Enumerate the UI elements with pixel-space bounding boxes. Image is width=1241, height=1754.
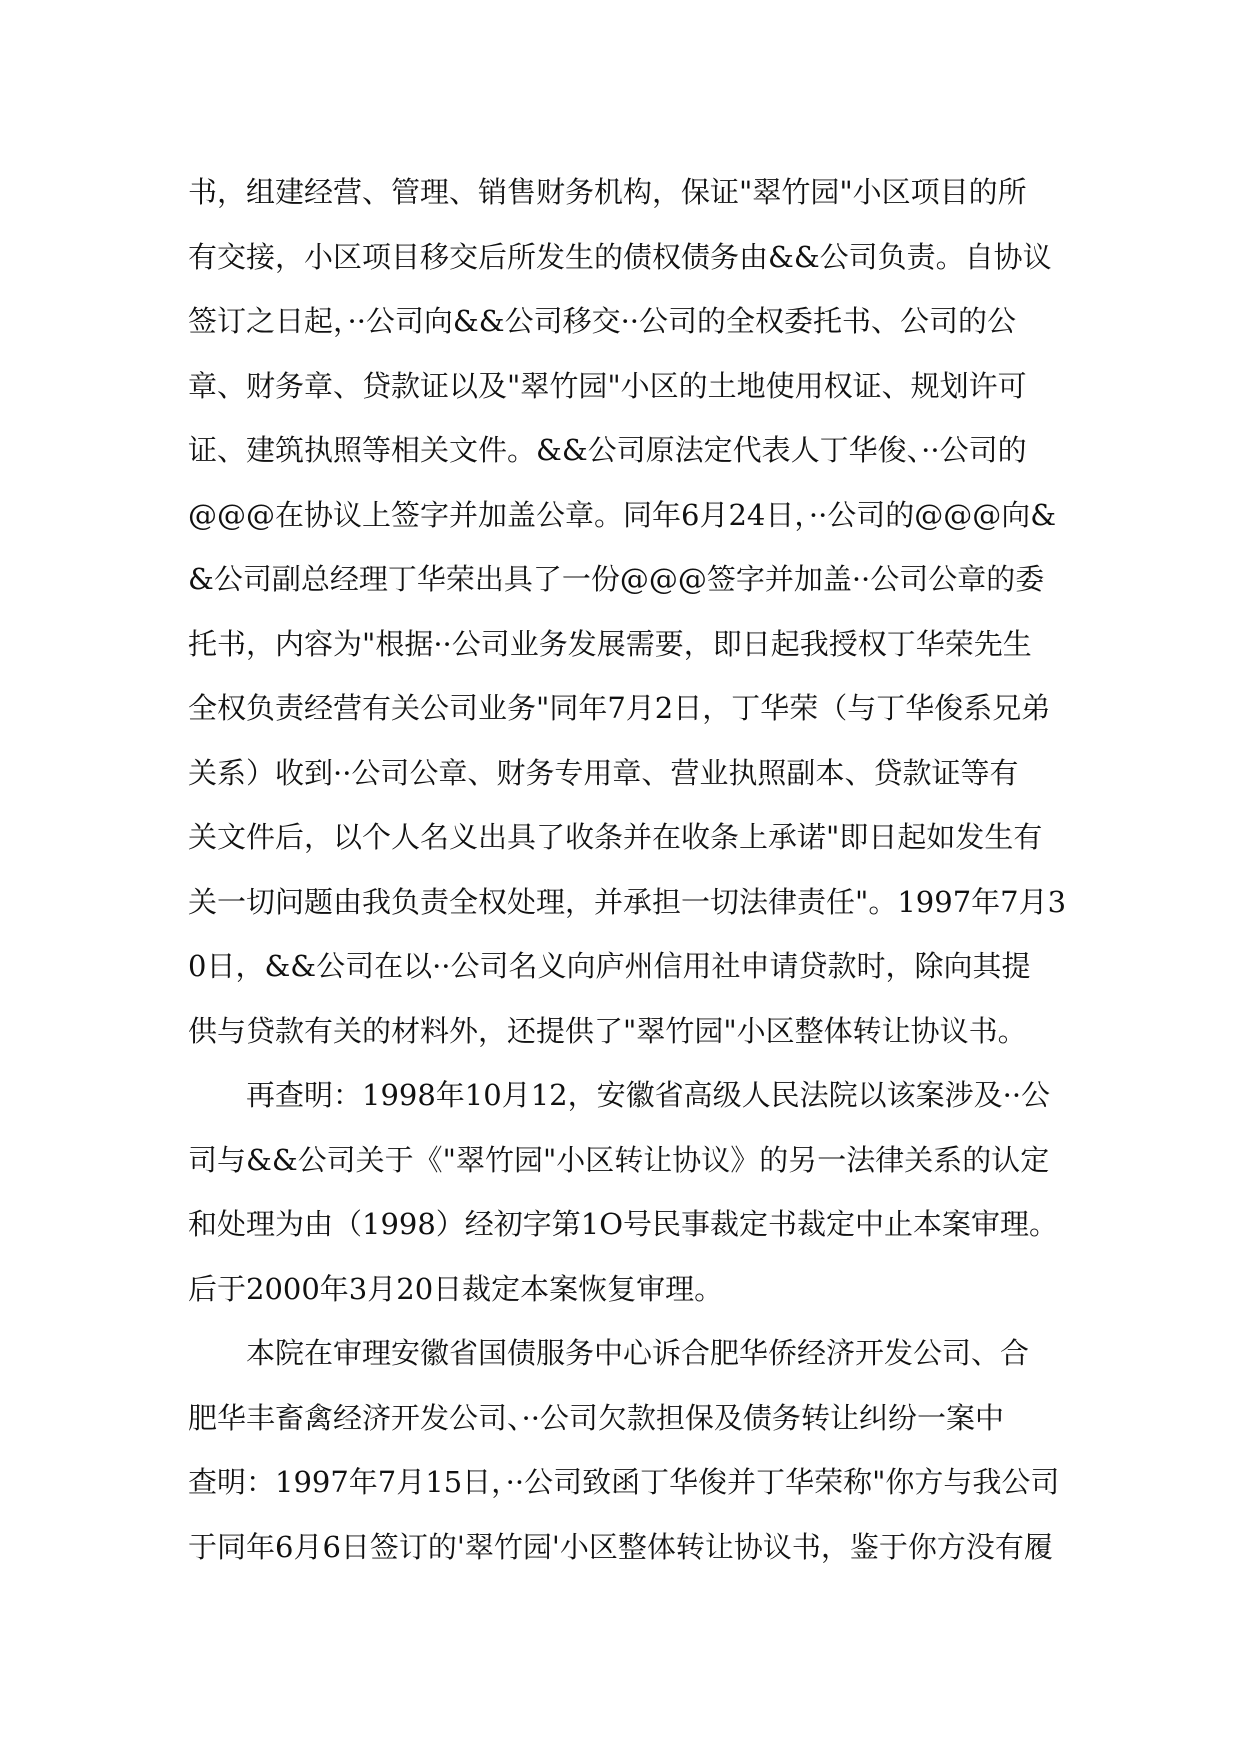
text-line: 肥华丰畜禽经济开发公司、··公司欠款担保及债务转让纠纷一案中 bbox=[188, 1400, 1004, 1435]
text-line: 有交接，小区项目移交后所发生的债权债务由&&公司负责。自协议 bbox=[188, 239, 1052, 274]
text-line: 关一切问题由我负责全权处理，并承担一切法律责任"。1997年7月3 bbox=[188, 884, 1067, 919]
text-line: 章、财务章、贷款证以及"翠竹园"小区的土地使用权证、规划许可 bbox=[188, 368, 1027, 403]
text-line: @@@在协议上签字并加盖公章。同年6月24日，··公司的@@@向& bbox=[188, 497, 1057, 532]
text-line: 司与&&公司关于《"翠竹园"小区转让协议》的另一法律关系的认定 bbox=[188, 1142, 1050, 1177]
text-line: 关系）收到··公司公章、财务专用章、营业执照副本、贷款证等有 bbox=[188, 755, 1019, 790]
text-line: 证、建筑执照等相关文件。&&公司原法定代表人丁华俊、··公司的 bbox=[188, 433, 1027, 467]
paragraph-start-line: 本院在审理安徽省国债服务中心诉合肥华侨经济开发公司、合 bbox=[188, 1336, 1030, 1370]
body-text bbox=[188, 160, 1068, 1579]
text-line: 书，组建经营、管理、销售财务机构，保证"翠竹园"小区项目的所 bbox=[188, 175, 1027, 209]
text-line: 关文件后，以个人名义出具了收条并在收条上承诺"即日起如发生有 bbox=[188, 820, 1043, 854]
text-line: 供与贷款有关的材料外，还提供了"翠竹园"小区整体转让协议书。 bbox=[188, 1013, 1027, 1048]
paragraph-start-line: 再查明：1998年10月12，安徽省高级人民法院以该案涉及··公 bbox=[188, 1078, 1051, 1112]
text-line: 0日，&&公司在以··公司名义向庐州信用社申请贷款时，除向其提 bbox=[188, 949, 1031, 983]
text-line: 托书，内容为"根据··公司业务发展需要，即日起我授权丁华荣先生 bbox=[188, 626, 1032, 661]
text-line: 全权负责经营有关公司业务"同年7月2日，丁华荣（与丁华俊系兄弟 bbox=[188, 691, 1051, 725]
text-line: 后于2000年3月20日裁定本案恢复审理。 bbox=[188, 1271, 724, 1306]
text-line: &公司副总经理丁华荣出具了一份@@@签字并加盖··公司公章的委 bbox=[188, 562, 1045, 596]
text-line: 查明：1997年7月15日，··公司致函丁华俊并丁华荣称"你方与我公司 bbox=[188, 1465, 1060, 1499]
text-line: 于同年6月6日签订的'翠竹园'小区整体转让协议书，鉴于你方没有履 bbox=[188, 1529, 1053, 1564]
text-line: 和处理为由（1998）经初字第1O号民事裁定书裁定中止本案审理。 bbox=[188, 1207, 1059, 1241]
text-line: 签订之日起，··公司向&&公司移交··公司的全权委托书、公司的公 bbox=[188, 304, 1017, 338]
